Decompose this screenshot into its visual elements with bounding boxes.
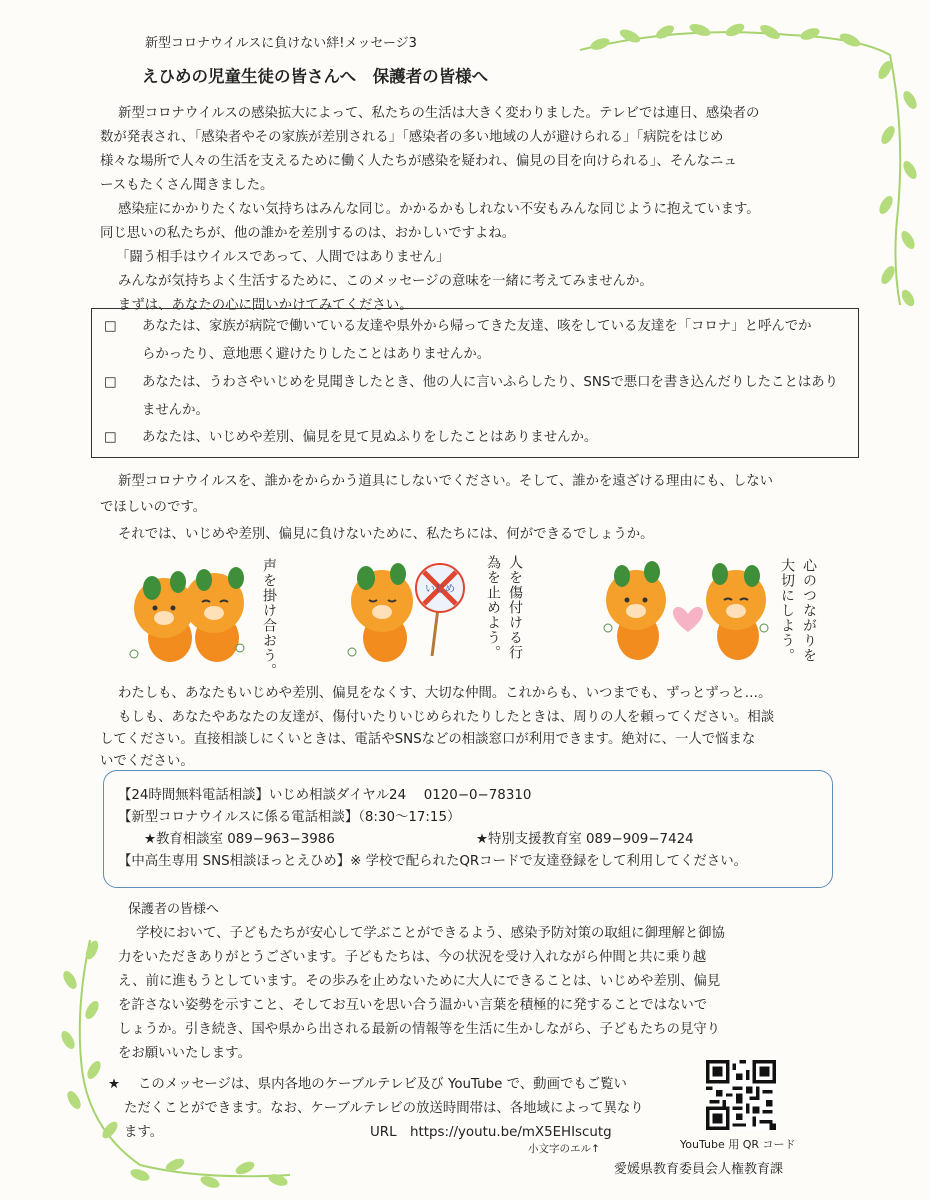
series-title: 新型コロナウイルスに負けない絆!メッセージ3	[145, 36, 417, 51]
mascot-stop-bullying-illustration	[340, 556, 475, 666]
main-title: えひめの児童生徒の皆さんへ 保護者の皆様へ	[142, 67, 489, 86]
parents-line: え、前に進もうとしています。その歩みを止めないために大人にできることは、いじめや差別、偏見	[118, 974, 721, 989]
caption-stop-harm-a: 人を傷付ける行	[507, 555, 523, 660]
url-note: 小文字のエル↑	[528, 1143, 600, 1155]
checkbox[interactable]: □	[104, 375, 117, 390]
middle-line: それでは、いじめや差別、偏見に負けないために、私たちには、何ができるでしょうか。	[118, 527, 654, 542]
caption-stop-harm-b: 為を止めよう。	[485, 555, 501, 660]
caption-connection-a: 心のつながりを	[801, 558, 817, 663]
intro-line: 「闘う相手はウイルスであって、人間ではありません」	[116, 250, 450, 265]
sns-counseling: 【中高生専用 SNS相談ほっとえひめ】※ 学校で配られたQRコードで友達登録をして利用してください。	[118, 854, 747, 869]
closing-line: いでください。	[100, 754, 194, 769]
intro-line: みんなが気持ちよく生活するために、このメッセージの意味を一緒に考えてみませんか。	[118, 274, 653, 289]
checkbox[interactable]: □	[104, 319, 117, 334]
mascot-heart-illustration	[600, 556, 775, 666]
middle-line: でほしいのです。	[100, 500, 207, 515]
footer-line: ただくことができます。なお、ケーブルテレビの放送時間帯は、各地域によって異なり	[124, 1101, 644, 1116]
issuer: 愛媛県教育委員会人権教育課	[614, 1162, 784, 1177]
closing-line: してください。直接相談しにくいときは、電話やSNSなどの相談窓口が利用できます。絶対に、一人で悩まな	[100, 732, 756, 747]
closing-line: わたしも、あなたもいじめや差別、偏見をなくす、大切な仲間。これからも、いつまでも、ずっとずっと…。	[118, 686, 772, 701]
closing-line: もしも、あなたやあなたの友達が、傷付いたりいじめられたりしたときは、周りの人を頼ってください。相談	[118, 710, 775, 725]
caption-connection-b: 大切にしよう。	[779, 558, 795, 663]
education-counseling-phone: ★教育相談室 089−963−3986	[144, 832, 335, 847]
intro-line: 同じ思いの私たちが、他の誰かを差別するのは、おかしいですよね。	[100, 226, 516, 241]
youtube-url-link[interactable]: https://youtu.be/mX5EHIscutg	[410, 1125, 612, 1140]
intro-line: 新型コロナウイルスの感染拡大によって、私たちの生活は大きく変わりました。テレビでは連日、感染者の	[118, 106, 760, 121]
footer-line: ます。	[124, 1125, 164, 1140]
checkbox[interactable]: □	[104, 430, 117, 445]
contact-info-panel	[103, 770, 833, 888]
footer-line: このメッセージは、県内各地のケーブルテレビ及び YouTube で、動画でもご覧い	[138, 1077, 627, 1092]
caption-call-out: 声を掛け合おう。	[261, 558, 277, 678]
check-item-text: あなたは、いじめや差別、偏見を見て見ぬふりをしたことはありませんか。	[142, 430, 598, 445]
check-item-text: あなたは、家族が病院で働いている友達や県外から帰ってきた友達、咳をしている友達を「コロナ」と呼んでか	[142, 319, 812, 334]
mascot-pair-illustration	[122, 558, 252, 668]
url-label: URL	[370, 1125, 397, 1140]
intro-line: 感染症にかかりたくない気持ちはみんな同じ。かかるかもしれない不安もみんな同じように抱えています。	[118, 202, 760, 217]
footer-star: ★	[108, 1077, 121, 1092]
parents-heading: 保護者の皆様へ	[128, 902, 220, 917]
check-item-text: らかったり、意地悪く避けたりしたことはありませんか。	[142, 347, 491, 362]
intro-line: 様々な場所で人々の生活を支えるために働く人たちが感染を疑われ、偏見の目を向けられる」、そんなニュ	[100, 154, 737, 169]
parents-line: を許さない姿勢を示すこと、そしてお互いを思い合う温かい言葉を積極的に発することではないで	[118, 998, 708, 1013]
check-item-text: あなたは、うわさやいじめを見聞きしたとき、他の人に言いふらしたり、SNSで悪口を書き込んだりしたことはあり	[142, 375, 839, 390]
self-check-panel	[91, 308, 859, 458]
hotline-24h: 【24時間無料電話相談】いじめ相談ダイヤル24 0120−0−78310	[118, 788, 532, 803]
intro-line: ースもたくさん聞きました。	[100, 178, 274, 193]
check-item-text: ませんか。	[142, 403, 209, 418]
qr-code[interactable]	[706, 1060, 776, 1130]
intro-line: まずは、あなたの心に問いかけてみてください。	[118, 298, 413, 313]
intro-line: 数が発表され、「感染者やその家族が差別される」「感染者の多い地域の人が避けられる」「病院をはじめ	[100, 130, 724, 145]
middle-line: 新型コロナウイルスを、誰かをからかう道具にしないでください。そして、誰かを遠ざける理由にも、しない	[118, 474, 774, 489]
covid-hotline: 【新型コロナウイルスに係る電話相談】（8:30〜17:15）	[118, 810, 461, 825]
qr-caption: YouTube 用 QR コード	[680, 1138, 796, 1151]
parents-line: 力をいただきありがとうございます。子どもたちは、今の状況を受け入れながら仲間と共に乗り越	[118, 950, 707, 965]
parents-line: しょうか。引き続き、国や県から出される最新の情報等を生活に生かしながら、子どもたちの見守り	[118, 1022, 721, 1037]
sign-text: いじめ	[425, 584, 455, 595]
parents-line: 学校において、子どもたちが安心して学ぶことができるよう、感染予防対策の取組に御理解と御協	[136, 926, 725, 941]
special-support-phone: ★特別支援教育室 089−909−7424	[476, 832, 694, 847]
parents-line: をお願いいたします。	[118, 1046, 251, 1061]
